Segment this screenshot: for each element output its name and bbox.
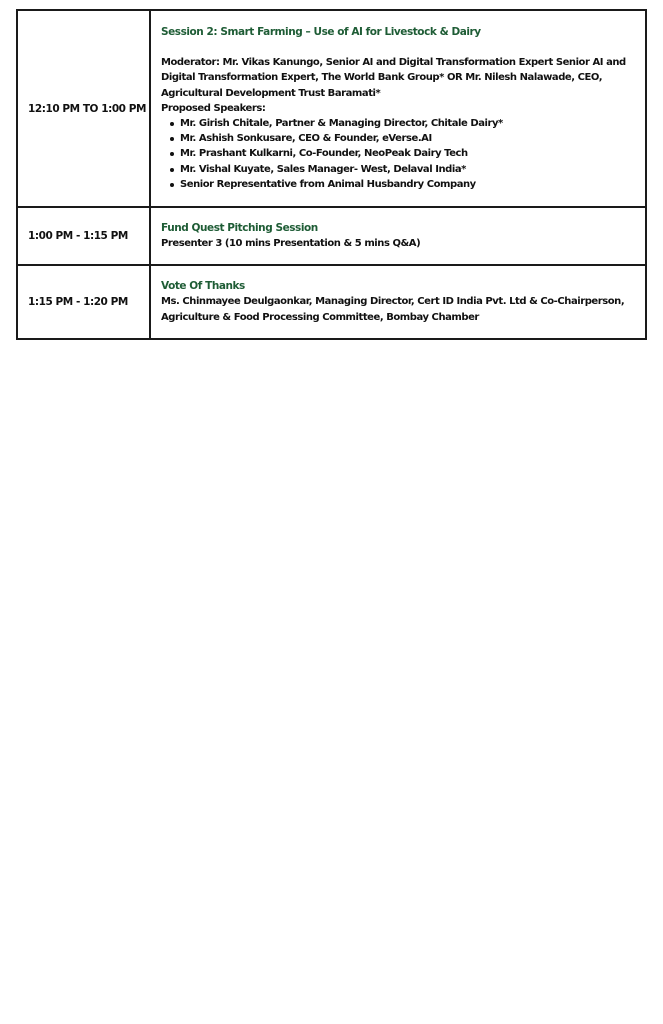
speaker-item: Mr. Prashant Kulkarni, Co-Founder, NeoPeak Dairy Tech (180, 146, 637, 161)
time-cell: 1:15 PM - 1:20 PM (17, 265, 150, 339)
time-cell: 12:10 PM TO 1:00 PM (17, 10, 150, 207)
speaker-item: Senior Representative from Animal Husbandry Company (180, 177, 637, 192)
session-detail-text: Ms. Chinmayee Deulgaonkar, Managing Director, Cert ID India Pvt. Ltd & Co-Chairperson, Agriculture & Food Processing Committee, Bombay Chamber (161, 296, 625, 323)
agenda-row-fund-quest (17, 207, 646, 265)
agenda-table (16, 9, 647, 340)
speaker-item: Mr. Girish Chitale, Partner & Managing Director, Chitale Dairy* (180, 116, 637, 131)
session-details (150, 10, 646, 207)
agenda-row-vote-of-thanks (17, 265, 646, 339)
time-cell: 1:00 PM - 1:15 PM (17, 207, 150, 265)
speaker-item: Mr. Vishal Kuyate, Sales Manager- West, Delaval India* (180, 162, 637, 177)
speakers-heading: Proposed Speakers: (161, 102, 266, 114)
speakers-list (161, 116, 637, 192)
session-title: Fund Quest Pitching Session (161, 221, 318, 234)
session-details (150, 265, 646, 339)
moderator-text: Moderator: Mr. Vikas Kanungo, Senior AI and Digital Transformation Expert Senior AI and Digital Transformation Expert, The World Bank Group* OR Mr. Nilesh Nalawade, CEO, Agricultural Development Trust Baramati* (161, 57, 626, 99)
spacer (161, 40, 637, 55)
session-detail-text: Presenter 3 (10 mins Presentation & 5 mins Q&A) (161, 238, 421, 249)
session-details (150, 207, 646, 265)
session-title: Session 2: Smart Farming – Use of AI for Livestock & Dairy (161, 25, 481, 38)
agenda-row-session-2 (17, 10, 646, 207)
session-title: Vote Of Thanks (161, 280, 245, 293)
speaker-item: Mr. Ashish Sonkusare, CEO & Founder, eVerse.AI (180, 131, 637, 146)
